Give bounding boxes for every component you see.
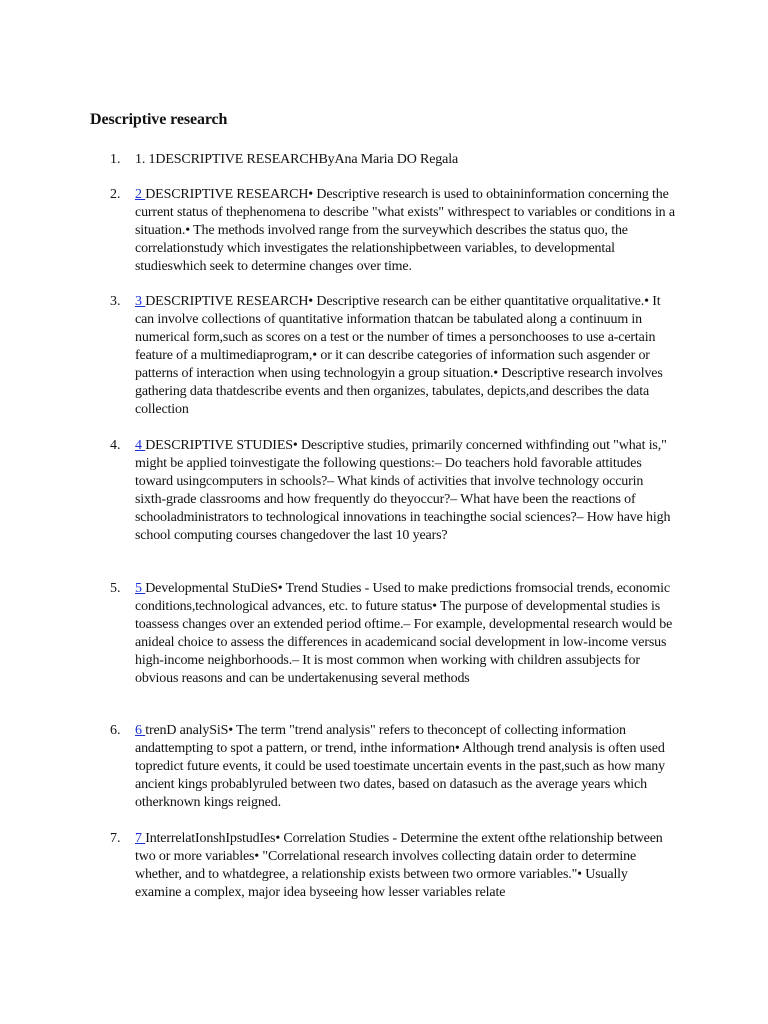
item-number: 2. (110, 187, 121, 202)
item-number: 4. (110, 438, 121, 453)
slide-link[interactable]: 3 (135, 294, 146, 309)
item-text (135, 722, 675, 812)
item-number: 3. (110, 294, 121, 309)
item-text (135, 830, 675, 902)
item-number: 6. (110, 723, 121, 738)
slide-link[interactable]: 7 (135, 831, 146, 846)
item-text (135, 293, 675, 419)
slide-link[interactable]: 4 (135, 438, 146, 453)
item-number: 5. (110, 581, 121, 596)
item-number: 7. (110, 831, 121, 846)
item-content: DESCRIPTIVE STUDIES• Descriptive studies, primarily concerned withfinding out "what is," might be applied toinvestigate the following questions:– Do teachers hold favorable attitudes toward usingcomputers in schools?– What kinds of activities that involve technology occurin sixth-grade classrooms and how frequently do theyoccur?– What have been the reactions of schooladministrators to technological innovations in teachingthe social sciences?– How have high school computing courses changedover the last 10 years? (135, 438, 671, 543)
page-title: Descriptive research (90, 111, 228, 128)
item-number: 1. (110, 152, 121, 167)
item-content: trenD analySiS• The term "trend analysis" refers to theconcept of collecting information andattempting to spot a pattern, or trend, inthe information• Although trend analysis is often used topredict future events, it could be used toestimate uncertain events in the past,such as how many ancient kings probablyruled between two dates, based on datasuch as the average years which otherknown kings reigned. (135, 723, 665, 810)
slide-link[interactable]: 6 (135, 723, 146, 738)
item-content: DESCRIPTIVE RESEARCH• Descriptive research is used to obtaininformation concerning the current status of thephenomena to describe "what exists" withrespect to variables or conditions in a situation.• The methods involved range from the surveywhich describes the status quo, the correlationstudy which investigates the relationshipbetween variables, to developmental studieswhich seek to determine changes over time. (135, 187, 675, 274)
item-content: DESCRIPTIVE RESEARCH• Descriptive research can be either quantitative orqualitative.• It can involve collections of quantitative information thatcan be tabulated along a continuum in numerical form,such as scores on a test or the number of times a personchooses to use a-certain feature of a multimediaprogram,• or it can describe categories of information such asgender or patterns of interaction when using technologyin a group situation.• Descriptive research involves gathering data thatdescribe events and then organizes, tabulates, depicts,and describes the data collection (135, 294, 663, 417)
item-text (135, 151, 675, 169)
item-content: InterrelatIonshIpstudIes• Correlation Studies - Determine the extent ofthe relationship between two or more variables• "Correlational research involves collecting datain order to determine whether, and to whatdegree, a relationship exists between two ormore variables."• Usually examine a complex, major idea byseeing how lesser variables relate (135, 831, 663, 900)
item-text (135, 437, 675, 545)
item-content: Developmental StuDieS• Trend Studies - Used to make predictions fromsocial trends, economic conditions,technological advances, etc. to future status• The purpose of developmental studies is toassess changes over an extended period oftime.– For example, developmental research would be anideal choice to assess the differences in academicand social development in low-income versus high-income neighborhoods.– It is most common when working with children assubjects for obvious reasons and can be undertakenusing several methods (135, 581, 673, 686)
slide-link[interactable]: 5 (135, 581, 146, 596)
item-text (135, 186, 675, 276)
item-text (135, 580, 675, 688)
item-content: 1. 1DESCRIPTIVE RESEARCHByAna Maria DO Regala (135, 152, 459, 167)
slide-link[interactable]: 2 (135, 187, 146, 202)
